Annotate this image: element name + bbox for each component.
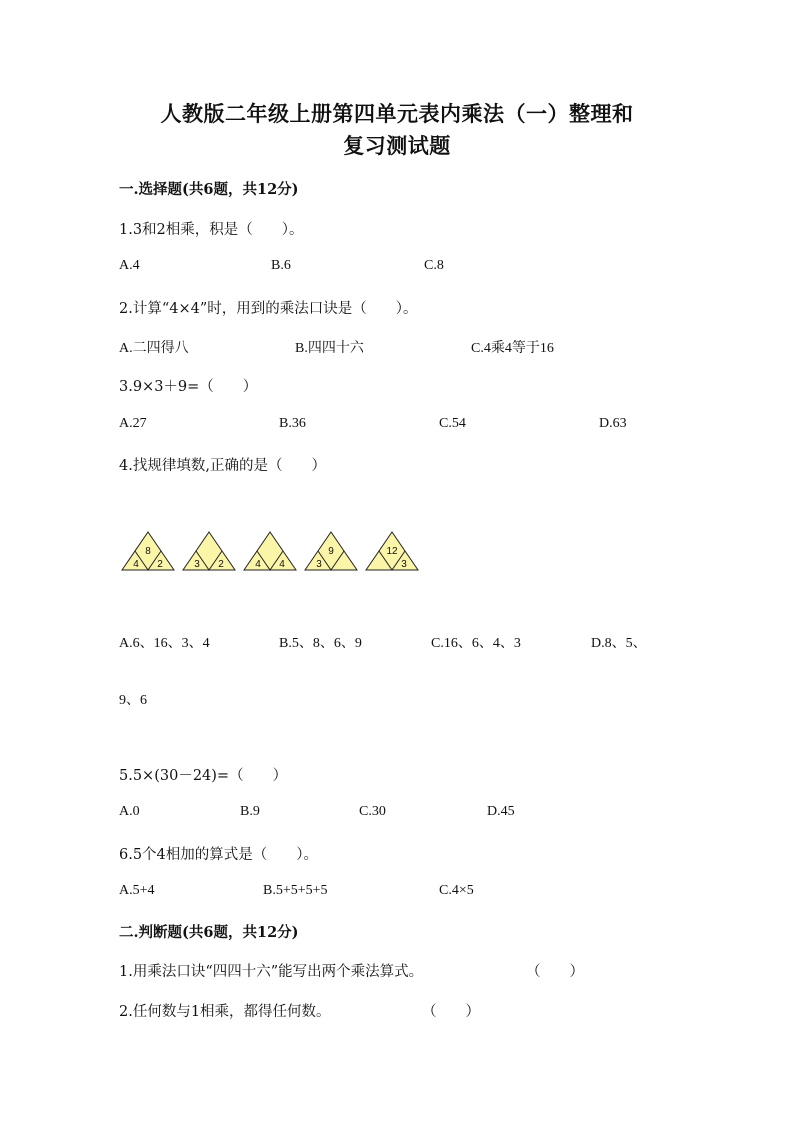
question-2-stem: 2.计算“4×4”时，用到的乘法口诀是（ ）。	[119, 301, 418, 317]
question-1-option-a: A.4	[119, 258, 140, 273]
triangle-1-right-number: 2	[157, 559, 163, 570]
judgement-2-stem: 2.任何数与1相乘，都得任何数。	[119, 1004, 331, 1020]
question-1-option-b: B.6	[271, 258, 291, 273]
triangle-2-left-number: 3	[194, 559, 200, 570]
judgement-2-blank: （ ）	[422, 1004, 480, 1020]
question-3-stem: 3.9×3＋9=（ ）	[119, 379, 258, 395]
question-3-option-a: A.27	[119, 416, 147, 431]
triangle-5-right-number: 3	[401, 559, 407, 570]
question-3-option-d: D.63	[599, 416, 627, 431]
question-6-option-c: C.4×5	[439, 883, 474, 898]
triangle-3-right-number: 4	[279, 559, 285, 570]
triangle-1-top-number: 8	[145, 546, 151, 557]
question-5-option-b: B.9	[240, 804, 260, 819]
judgement-1-blank: （ ）	[526, 964, 584, 980]
question-2-option-b: B.四四十六	[295, 341, 364, 356]
triangle-4-left-number: 3	[316, 559, 322, 570]
question-1-option-c: C.8	[424, 258, 444, 273]
page-title-line1: 人教版二年级上册第四单元表内乘法（一）整理和	[160, 101, 634, 126]
triangle-4-top-number: 9	[328, 546, 334, 557]
question-6-option-a: A.5+4	[119, 883, 155, 898]
question-6-option-b: B.5+5+5+5	[263, 883, 328, 898]
triangle-1-left-number: 4	[133, 559, 139, 570]
triangle-5	[366, 532, 418, 570]
triangle-2	[183, 532, 235, 570]
question-5-stem: 5.5×(30－24)=（ ）	[119, 768, 288, 784]
triangle-3-left-number: 4	[255, 559, 261, 570]
triangle-4	[305, 532, 357, 570]
triangle-5-top-number: 12	[386, 546, 398, 557]
question-3-option-c: C.54	[439, 416, 466, 431]
question-4-stem: 4.找规律填数,正确的是（ ）	[119, 458, 326, 474]
judgement-1-stem: 1.用乘法口诀“四四十六”能写出两个乘法算式。	[119, 964, 424, 980]
question-4-option-d-continued: 9、6	[119, 693, 147, 708]
page-title-line2: 复习测试题	[343, 133, 451, 158]
question-4-option-b: B.5、8、6、9	[279, 636, 362, 651]
triangle-pattern-figure	[120, 528, 430, 574]
triangle-3	[244, 532, 296, 570]
question-1-stem: 1.3和2相乘，积是（ ）。	[119, 222, 304, 238]
question-5-option-c: C.30	[359, 804, 386, 819]
question-4-option-a: A.6、16、3、4	[119, 636, 210, 651]
question-2-option-a: A.二四得八	[119, 341, 189, 356]
question-3-option-b: B.36	[279, 416, 306, 431]
section-heading-judgement: 二.判断题(共6题，共12分)	[119, 924, 299, 941]
section-heading-choice: 一.选择题(共6题，共12分)	[119, 181, 299, 198]
question-2-option-c: C.4乘4等于16	[471, 341, 554, 356]
question-5-option-a: A.0	[119, 804, 140, 819]
question-4-option-c: C.16、6、4、3	[431, 636, 521, 651]
question-5-option-d: D.45	[487, 804, 515, 819]
triangle-2-right-number: 2	[218, 559, 224, 570]
question-4-option-d: D.8、5、	[591, 636, 647, 651]
triangle-1	[122, 532, 174, 570]
question-6-stem: 6.5个4相加的算式是（ ）。	[119, 847, 319, 863]
